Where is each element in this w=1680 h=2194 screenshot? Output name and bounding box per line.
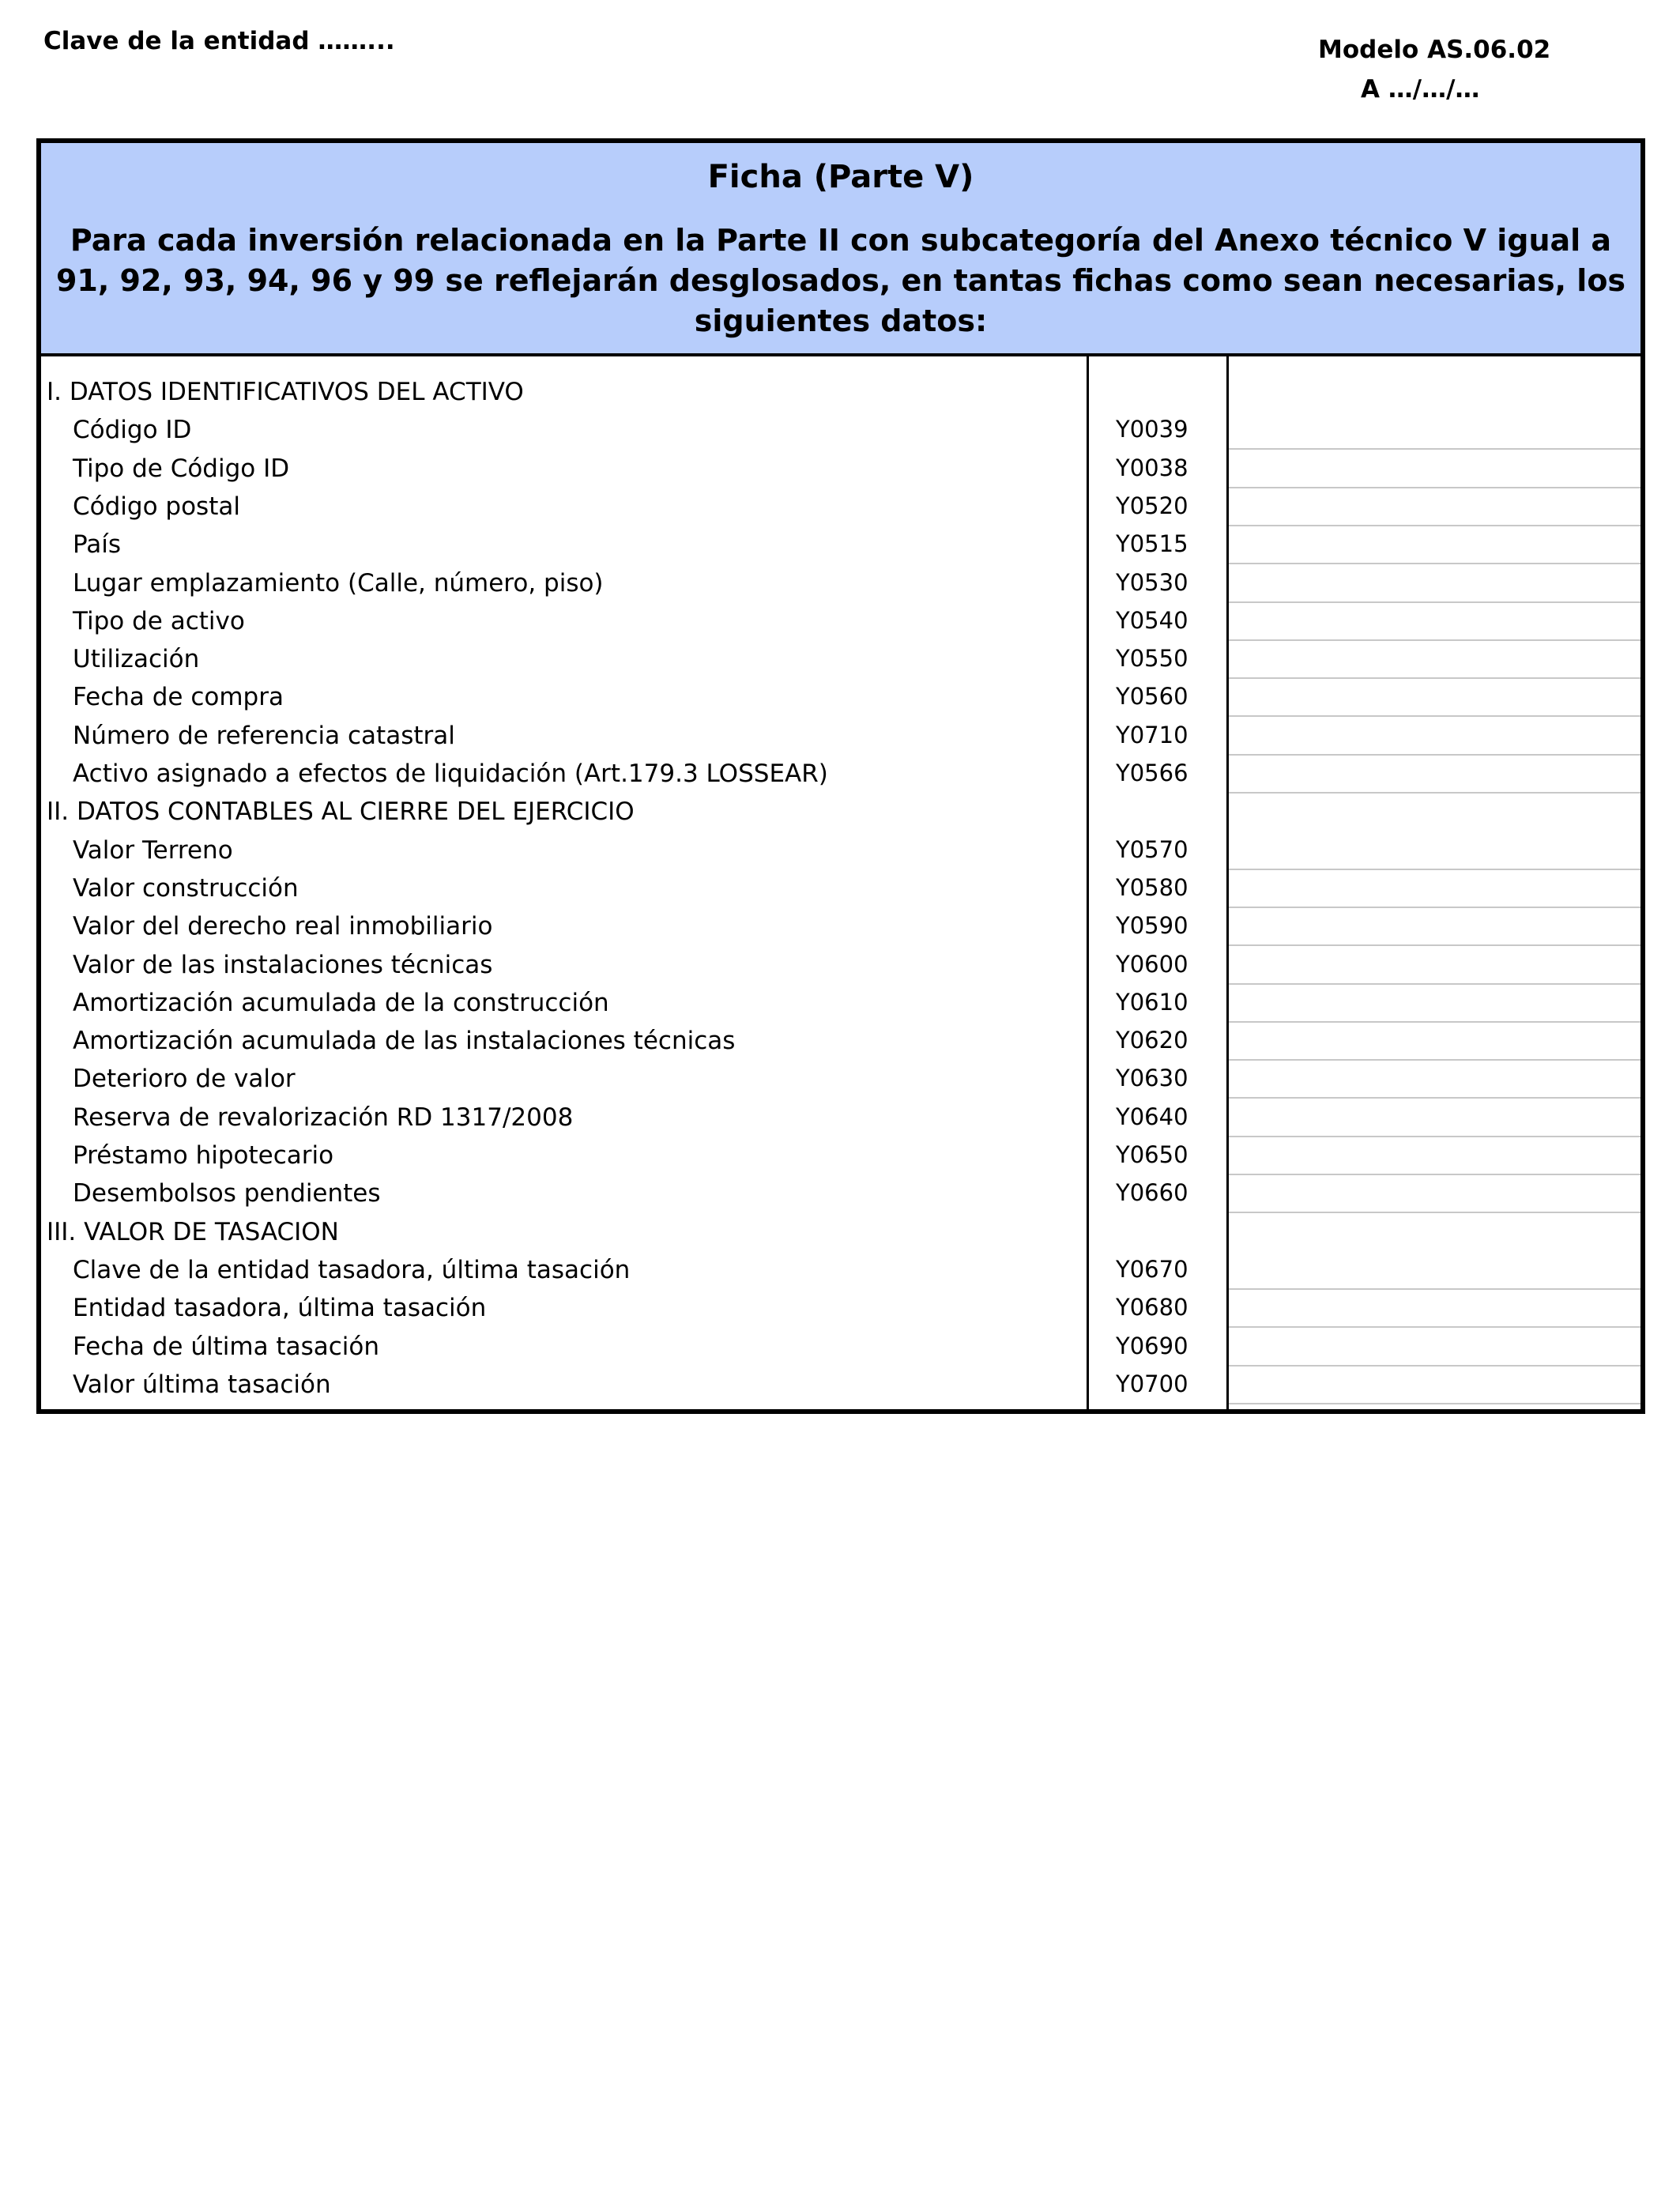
field-label: Clave de la entidad tasadora, última tasación [73,1255,631,1284]
field-value-cell[interactable] [1229,1329,1640,1367]
field-value-cell[interactable] [1229,642,1640,679]
field-row [41,1253,1640,1291]
field-row [41,871,1640,909]
field-row [41,909,1640,947]
field-row [41,451,1640,489]
data-sheet-form [36,138,1645,1414]
field-label: Deterioro de valor [73,1065,296,1094]
field-value-cell[interactable] [1229,1023,1640,1061]
field-code: Y0570 [1116,835,1188,863]
field-row [41,833,1640,871]
section-header-row [41,794,1640,832]
field-label: Código ID [73,416,192,445]
field-label: Tipo de activo [73,606,245,635]
field-label: Código postal [73,492,240,521]
field-value-cell[interactable] [1229,604,1640,641]
field-code: Y0520 [1116,492,1188,519]
form-rows [41,143,1640,1409]
model-date: A …/…/… [1361,75,1480,104]
field-row [41,756,1640,794]
field-row [41,1176,1640,1214]
field-row [41,718,1640,756]
field-value-cell[interactable] [1229,413,1640,450]
field-row [41,642,1640,680]
field-label: Préstamo hipotecario [73,1141,334,1170]
field-label: Valor construcción [73,873,299,903]
field-value-cell[interactable] [1229,909,1640,946]
field-label: Valor de las instalaciones técnicas [73,950,493,979]
field-row [41,1291,1640,1329]
field-code: Y0680 [1116,1294,1188,1321]
field-code: Y0590 [1116,912,1188,940]
field-row [41,948,1640,986]
field-label: Utilización [73,645,200,674]
field-row [41,604,1640,642]
field-row [41,986,1640,1023]
form-title: Ficha (Parte V) [707,159,974,195]
field-code: Y0560 [1116,683,1188,711]
section-title: III. VALOR DE TASACION [47,1217,339,1246]
model-code: Modelo AS.06.02 [1318,36,1551,64]
field-value-cell[interactable] [1229,948,1640,985]
section-header-row [41,1215,1640,1253]
field-label: Fecha de última tasación [73,1332,379,1361]
field-label: Amortización acumulada de la construcción [73,988,609,1017]
field-code: Y0600 [1116,950,1188,978]
field-row [41,1061,1640,1099]
field-value-cell[interactable] [1229,871,1640,908]
field-code: Y0540 [1116,606,1188,634]
field-code: Y0610 [1116,988,1188,1016]
field-label: Activo asignado a efectos de liquidación (Art.179.3 LOSSEAR) [73,760,828,788]
field-label: Valor Terreno [73,835,233,865]
field-value-cell[interactable] [1229,1100,1640,1137]
field-value-cell[interactable] [1229,1176,1640,1213]
field-value-cell[interactable] [1229,1061,1640,1099]
field-label: Amortización acumulada de las instalaciones técnicas [73,1027,736,1056]
field-code: Y0039 [1116,416,1188,443]
field-row [41,413,1640,450]
field-value-cell[interactable] [1229,833,1640,870]
field-code: Y0670 [1116,1255,1188,1283]
field-code: Y0630 [1116,1065,1188,1092]
field-code: Y0640 [1116,1103,1188,1130]
field-code: Y0660 [1116,1179,1188,1207]
entity-key-label: Clave de la entidad ……... [43,27,395,55]
model-block [1318,30,1550,109]
field-label: Desembolsos pendientes [73,1179,381,1208]
field-code: Y0580 [1116,873,1188,901]
field-row [41,527,1640,565]
field-code: Y0710 [1116,721,1188,748]
field-value-cell[interactable] [1229,1253,1640,1290]
field-code: Y0550 [1116,645,1188,673]
field-value-cell[interactable] [1229,680,1640,717]
field-row [41,680,1640,718]
field-code: Y0515 [1116,530,1188,558]
field-code: Y0620 [1116,1027,1188,1054]
form-instructions: Para cada inversión relacionada en la Parte II con subcategoría del Anexo técnico V igual a 91, 92, 93, 94, 96 y 99 se reflejarán desglosados, en tantas fichas como sean necesarias, los siguientes datos: [55,223,1626,338]
field-code: Y0700 [1116,1370,1188,1397]
field-value-cell[interactable] [1229,566,1640,603]
field-value-cell[interactable] [1229,756,1640,794]
field-row [41,1329,1640,1367]
field-label: Reserva de revalorización RD 1317/2008 [73,1103,574,1132]
field-value-cell[interactable] [1229,1291,1640,1328]
field-value-cell[interactable] [1229,718,1640,756]
field-value-cell[interactable] [1229,451,1640,488]
field-row [41,1023,1640,1061]
field-value-cell[interactable] [1229,489,1640,526]
field-value-cell[interactable] [1229,1138,1640,1175]
field-row [41,1100,1640,1138]
field-label: Número de referencia catastral [73,721,455,750]
section-title: I. DATOS IDENTIFICATIVOS DEL ACTIVO [47,378,524,406]
field-value-cell[interactable] [1229,986,1640,1023]
section-header-row [41,375,1640,413]
field-code: Y0566 [1116,760,1188,786]
field-label: Entidad tasadora, última tasación [73,1294,487,1323]
section-title: II. DATOS CONTABLES AL CIERRE DEL EJERCICIO [47,797,635,827]
field-value-cell[interactable] [1229,1367,1640,1404]
field-code: Y0650 [1116,1141,1188,1168]
field-row [41,489,1640,527]
field-label: Lugar emplazamiento (Calle, número, piso) [73,568,604,598]
field-code: Y0038 [1116,454,1188,481]
field-value-cell[interactable] [1229,527,1640,564]
field-label: Tipo de Código ID [73,454,290,483]
field-row [41,1138,1640,1176]
field-label: Fecha de compra [73,683,284,712]
field-label: Valor del derecho real inmobiliario [73,912,493,941]
field-code: Y0530 [1116,568,1188,596]
field-label: Valor última tasación [73,1370,331,1399]
field-label: País [73,530,122,560]
field-row [41,566,1640,604]
field-code: Y0690 [1116,1332,1188,1359]
field-row [41,1367,1640,1405]
